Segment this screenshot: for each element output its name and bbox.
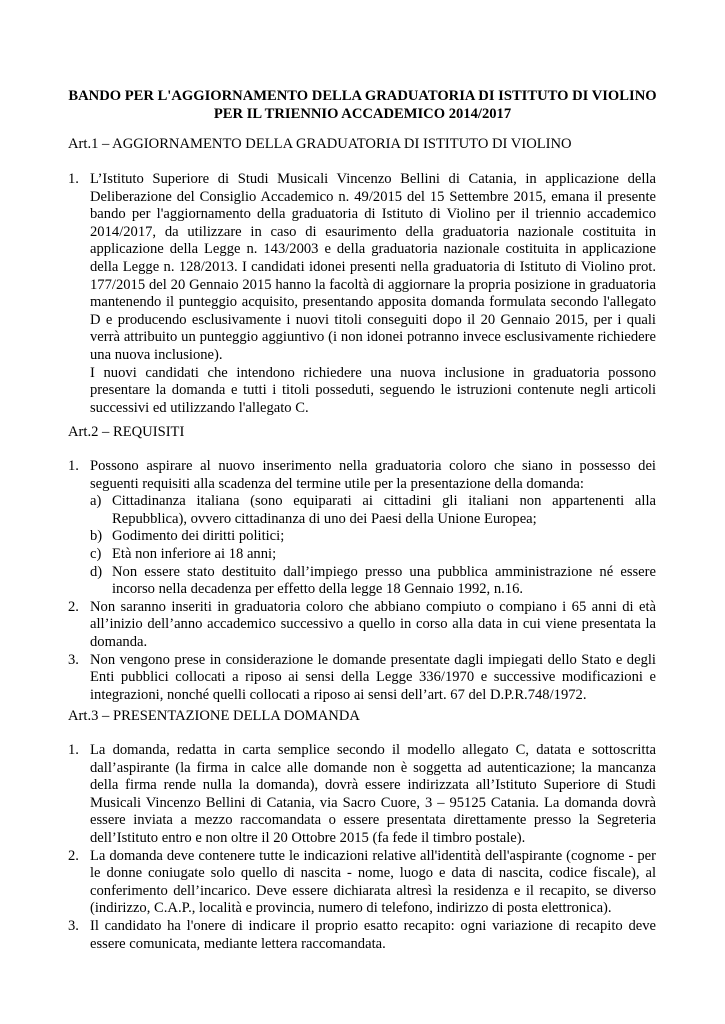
- sub-item-text: Godimento dei diritti politici;: [112, 528, 285, 545]
- art3-item-3: [68, 918, 656, 953]
- sub-item-d: [90, 564, 656, 599]
- paragraph: Possono aspirare al nuovo inserimento nella graduatoria coloro che siano in possesso dei seguenti requisiti alla scadenza del termine utile per la presentazione della domanda:: [90, 458, 656, 492]
- art2-list: [68, 458, 656, 704]
- art1-item-1: [68, 171, 656, 417]
- sub-item-letter: a): [90, 493, 102, 510]
- art1-heading: Art.1 – AGGIORNAMENTO DELLA GRADUATORIA DI ISTITUTO DI VIOLINO: [68, 136, 572, 152]
- sub-item-b: [90, 528, 656, 546]
- paragraph: Non saranno inseriti in graduatoria coloro che abbiano compiuto o compiano i 65 anni di età all’inizio dell’anno accademico successivo a quello in corso alla data in cui viene presentata la domanda.: [90, 598, 656, 650]
- sub-item-letter: d): [90, 563, 103, 580]
- sub-item-text: Non essere stato destituito dall’impiego presso una pubblica amministrazione né essere incorso nella decadenza per effetto della legge 18 Gennaio 1992, n.16.: [112, 563, 656, 598]
- art2-item-2: [68, 599, 656, 652]
- title-line-1: BANDO PER L'AGGIORNAMENTO DELLA GRADUATORIA DI ISTITUTO DI VIOLINO: [68, 88, 657, 104]
- item-number: 1.: [68, 458, 79, 474]
- item-number: 2.: [68, 847, 79, 864]
- sub-item-letter: c): [90, 545, 102, 562]
- title-line-2: PER IL TRIENNIO ACCADEMICO 2014/2017: [213, 105, 512, 122]
- document-title: [40, 88, 685, 123]
- item-number: 1.: [68, 171, 79, 187]
- art2-heading: Art.2 – REQUISITI: [68, 424, 185, 440]
- art3-item-1: [68, 742, 656, 848]
- sub-item-text: Età non inferiore ai 18 anni;: [112, 545, 277, 562]
- paragraph: L’Istituto Superiore di Studi Musicali Vincenzo Bellini di Catania, in applicazione della Deliberazione del Consiglio Accademico n. 49/2015 del 15 Settembre 2015, emana il presente bando per l'aggiornamento della graduatoria di Istituto di Violino per il triennio accademico 2014/2017, da utilizzare in caso di esaurimento della graduatoria nazionale costituita in applicazione della Legge n. 143/2003 e della graduatoria nazionale costituita in applicazione della Legge n. 128/2013. I candidati idonei presenti nella graduatoria di Istituto di Violino prot. 177/2015 del 20 Gennaio 2015 hanno la facoltà di aggiornare la propria posizione in graduatoria mantenendo il punteggio acquisito, presentando apposita domanda formulata secondo l'allegato D e producendo esclusivamente i nuovi titoli conseguiti dopo il 20 Gennaio 2015, per i quali verrà attribuito un punteggio aggiuntivo (i non idonei potranno invece esclusivamente richiedere una nuova inclusione).: [90, 171, 656, 363]
- item-number: 1.: [68, 742, 79, 758]
- paragraph: I nuovi candidati che intendono richiedere una nuova inclusione in graduatoria possono presentare la domanda e tutti i titoli posseduti, seguendo le istruzioni contenute negli articoli successivi ed utilizzando l'allegato C.: [90, 364, 656, 416]
- art2-item-1: [68, 458, 656, 599]
- sub-item-c: [90, 546, 656, 564]
- paragraph: La domanda deve contenere tutte le indicazioni relative all'identità dell'aspirante (cognome - per le donne coniugate solo quello di nascita - nome, luogo e data di nascita, codice fiscale), al conferimento dell’incarico. Deve essere dichiarata altresì la residenza e il recapito, se diverso (indirizzo, C.A.P., località e provincia, numero di telefono, indirizzo di posta elettronica).: [90, 847, 656, 917]
- sub-item-letter: b): [90, 528, 103, 545]
- paragraph: Non vengono prese in considerazione le domande presentate dagli impiegati dello Stato e degli Enti pubblici collocati a riposo ai sensi della Legge 336/1970 e successive modificazioni e integrazioni, nonché quelli collocati a riposo ai sensi dell’art. 67 del D.P.R.748/1972.: [90, 651, 656, 703]
- paragraph: La domanda, redatta in carta semplice secondo il modello allegato C, datata e sottoscritta dall’aspirante (la firma in calce alle domande non è soggetta ad autenticazione; la mancanza della firma rende nulla la domanda), dovrà essere indirizzata all’Istituto Superiore di Studi Musicali Vincenzo Bellini di Catania, via Sacro Cuore, 3 – 95125 Catania. La domanda dovrà essere inviata a mezzo raccomandata o essere presentata direttamente presso la Segreteria dell’Istituto entro e non oltre il 20 Ottobre 2015 (fa fede il timbro postale).: [90, 742, 656, 846]
- item-number: 2.: [68, 598, 79, 615]
- art1-list: [68, 171, 656, 417]
- item-number: 3.: [68, 917, 79, 934]
- sub-item-text: Cittadinanza italiana (sono equiparati ai cittadini gli italiani non appartenenti alla Repubblica), ovvero cittadinanza di uno dei Paesi della Unione Europea;: [112, 493, 656, 527]
- sub-item-a: [90, 493, 656, 528]
- art3-item-2: [68, 848, 656, 918]
- art3-list: [68, 742, 656, 953]
- item-number: 3.: [68, 651, 79, 668]
- art3-heading: Art.3 – PRESENTAZIONE DELLA DOMANDA: [68, 708, 360, 724]
- art2-item-3: [68, 652, 656, 705]
- paragraph: Il candidato ha l'onere di indicare il proprio esatto recapito: ogni variazione di recapito deve essere comunicata, mediante lettera raccomandata.: [90, 917, 656, 952]
